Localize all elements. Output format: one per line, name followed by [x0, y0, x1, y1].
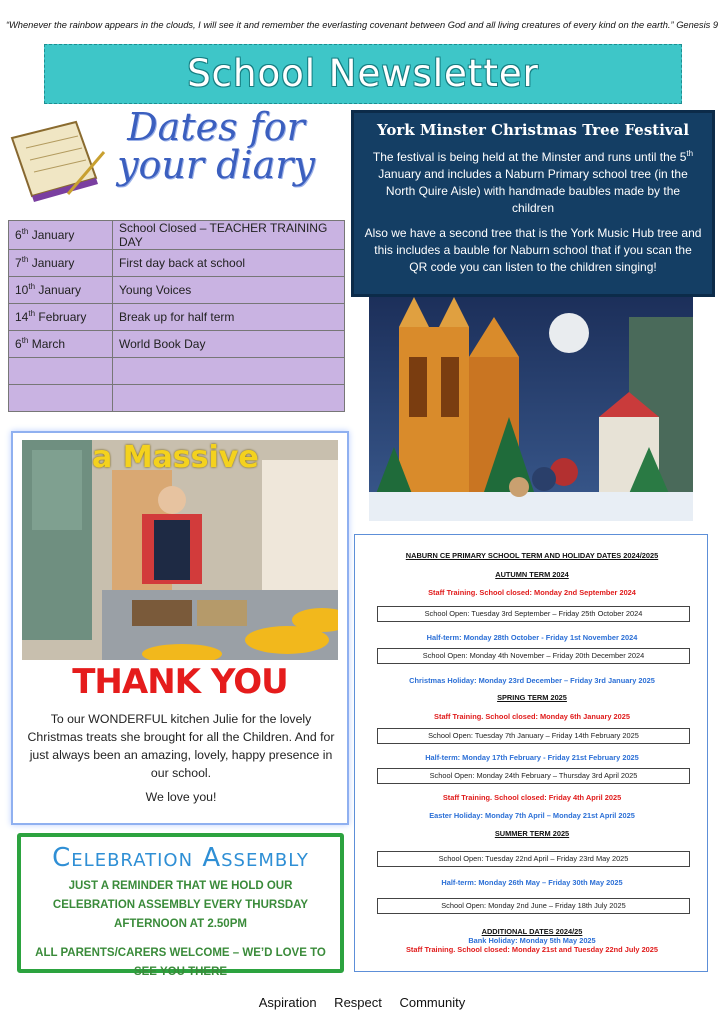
diary-event: First day back at school [113, 250, 345, 277]
spring-school-open-1: School Open: Tuesday 7th January – Friday 14th February 2025 [377, 728, 690, 744]
autumn-term-heading: AUTUMN TERM 2024 [495, 570, 569, 579]
easter-holiday: Easter Holiday: Monday 7th April – Monday 21st April 2025 [429, 811, 635, 820]
autumn-school-open-1: School Open: Tuesday 3rd September – Friday 25th October 2024 [377, 606, 690, 622]
diary-date: 7th January [9, 250, 113, 277]
bank-holiday: Bank Holiday: Monday 5th May 2025 [468, 936, 596, 945]
autumn-school-open-2: School Open: Monday 4th November – Friday 20th December 2024 [377, 648, 690, 664]
summer-term-heading: SUMMER TERM 2025 [494, 829, 570, 838]
photo-overlay-caption: a Massive [92, 440, 259, 475]
table-row-empty [9, 385, 345, 412]
additional-dates-heading: ADDITIONAL DATES 2024/25 [481, 927, 583, 936]
york-title: York Minster Christmas Tree Festival [376, 121, 690, 139]
spring-staff-training: Staff Training. School closed: Monday 6th January 2025 [434, 712, 630, 721]
autumn-half-term: Half-term: Monday 28th October - Friday 1st November 2024 [426, 633, 638, 642]
diary-date: 6th January [9, 221, 113, 250]
spring-term-heading: SPRING TERM 2025 [497, 693, 567, 702]
summer-school-open-2: School Open: Monday 2nd June – Friday 18th July 2025 [377, 898, 690, 914]
summer-staff-training: Staff Training. School closed: Monday 21st and Tuesday 22nd July 2025 [405, 945, 659, 954]
spring-half-term: Half-term: Monday 17th February - Friday 21st February 2025 [425, 753, 639, 762]
term-dates-heading: NABURN CE PRIMARY SCHOOL TERM AND HOLIDAY DATES 2024/2025 [405, 551, 659, 560]
table-row [9, 331, 345, 358]
celebration-title: Celebration Assembly [52, 843, 309, 873]
spring-staff-training-2: Staff Training. School closed: Friday 4th April 2025 [442, 793, 622, 802]
table-row [9, 250, 345, 277]
celebration-assembly-box [17, 833, 344, 978]
york-paragraph-1: The festival is being held at the Minster and runs until the 5th January and includes a Naburn Primary school tree (in the North Quire Aisle) with handmade baubles made by the children [372, 149, 694, 215]
genesis-quote: “Whenever the rainbow appears in the clouds, I will see it and remember the everlasting covenant between God and all living creatures of every kind on the earth.” Genesis 9 [5, 20, 719, 30]
autumn-staff-training: Staff Training. School closed: Monday 2nd September 2024 [428, 588, 636, 597]
diary-event: World Book Day [113, 331, 345, 358]
diary-title: Dates for your diary [117, 105, 315, 187]
newsletter-banner [44, 44, 682, 104]
thank-you-title: THANK YOU [72, 662, 288, 702]
diary-event: Young Voices [113, 277, 345, 304]
table-row-empty [9, 358, 345, 385]
thank-you-love: We love you! [145, 790, 217, 804]
spring-school-open-2: School Open: Monday 24th February – Thursday 3rd April 2025 [377, 768, 690, 784]
term-dates-panel [354, 534, 708, 972]
diary-date: 14th February [9, 304, 113, 331]
diary-event: School Closed – TEACHER TRAINING DAY [113, 221, 345, 250]
summer-half-term: Half-term: Monday 26th May – Friday 30th May 2025 [441, 878, 623, 887]
celebration-welcome: ALL PARENTS/CARERS WELCOME – WE’D LOVE TO SEE YOU THERE [35, 947, 326, 978]
diary-date: 6th March [9, 331, 113, 358]
table-row [9, 304, 345, 331]
christmas-holiday: Christmas Holiday: Monday 23rd December – Friday 3rd January 2025 [409, 676, 655, 685]
christmas-illustration [369, 297, 693, 521]
diary-table [8, 220, 345, 412]
banner-title: School Newsletter [187, 52, 539, 95]
table-row [9, 277, 345, 304]
york-minster-box [351, 110, 715, 297]
table-row [9, 221, 345, 250]
thank-you-message: To our WONDERFUL kitchen Julie for the lovely Christmas treats she brought for all the Children. And for just always been an amazing, lovely, happy presence in our school. [27, 712, 335, 780]
diary-date: 10th January [9, 277, 113, 304]
summer-school-open-1: School Open: Tuesday 22nd April – Friday 23rd May 2025 [377, 851, 690, 867]
school-values-footer: Aspiration Respect Community [258, 995, 466, 1010]
celebration-reminder: JUST A REMINDER THAT WE HOLD OUR CELEBRATION ASSEMBLY EVERY THURSDAY AFTERNOON AT 2.50PM [52, 880, 309, 930]
york-paragraph-2: Also we have a second tree that is the York Music Hub tree and this includes a bauble for Naburn school that if you scan the QR code you can listen to the children singing! [364, 226, 702, 274]
diary-event: Break up for half term [113, 304, 345, 331]
